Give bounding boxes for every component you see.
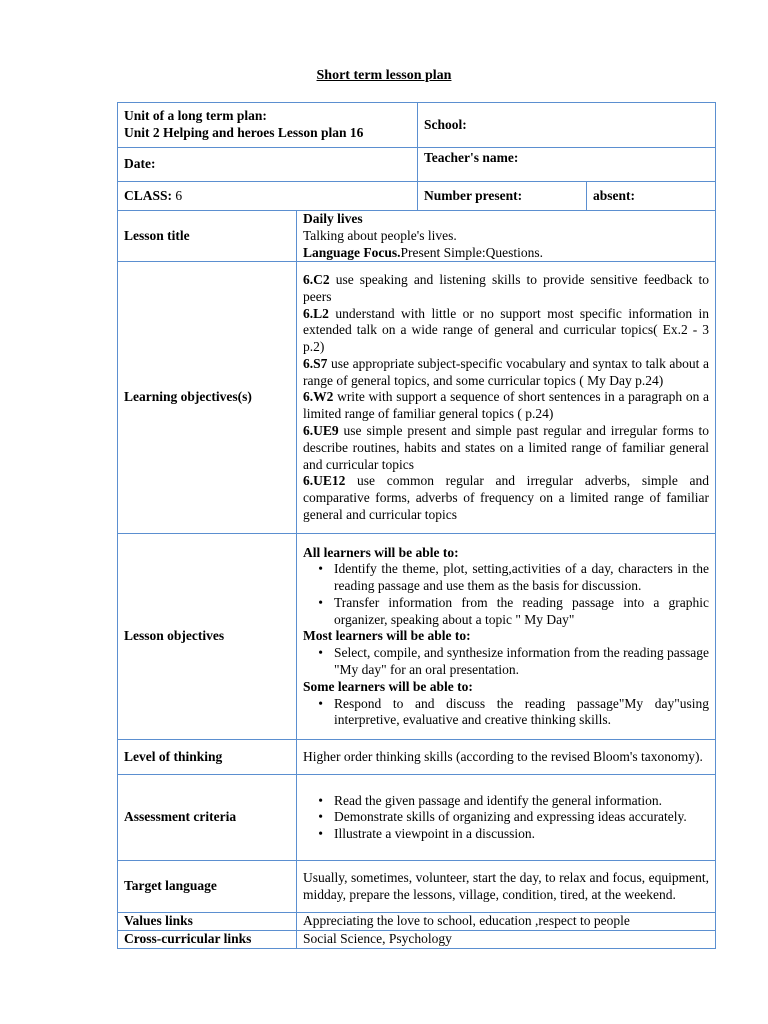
bullet-icon: • xyxy=(318,645,323,661)
absent-label: absent: xyxy=(593,187,636,203)
bullet-icon: • xyxy=(318,594,323,610)
absent-cell xyxy=(587,182,716,211)
number-present-cell xyxy=(418,182,587,211)
list-item xyxy=(303,595,709,629)
objective-text: understand with little or no support most specific information in extended talk on a wide range of general and curricular topics( Ex.2 - 3 p.2) xyxy=(303,305,710,355)
level-of-thinking-row xyxy=(118,740,716,775)
list-item xyxy=(303,645,709,679)
learning-objectives-content xyxy=(297,262,716,534)
target-language-label: Target language xyxy=(118,861,297,913)
level-of-thinking-label: Level of thinking xyxy=(118,740,297,775)
lesson-title-heading: Daily lives xyxy=(303,211,363,226)
objective-text: use simple present and simple past regular and irregular forms to describe routines, habits and states on a limited range of familiar general and curricular topics xyxy=(303,423,710,472)
class-row xyxy=(118,182,716,211)
language-focus xyxy=(303,245,709,262)
target-language-row xyxy=(118,861,716,913)
objective-code: 6.W2 xyxy=(303,389,334,405)
unit-row xyxy=(118,103,716,148)
lesson-objectives-label: Lesson objectives xyxy=(118,534,297,740)
objective-text: use speaking and listening skills to provide sensitive feedback to peers xyxy=(303,271,710,304)
lesson-title-row xyxy=(118,211,716,262)
level-of-thinking-text: Higher order thinking skills (according to the revised Bloom's taxonomy). xyxy=(297,740,716,775)
school-cell xyxy=(418,103,716,148)
lesson-objectives-content xyxy=(297,534,716,740)
all-learners-heading: All learners will be able to: xyxy=(303,544,459,560)
list-item-text: Demonstrate skills of organizing and expressing ideas accurately. xyxy=(334,809,687,825)
list-item-text: Identify the theme, plot, setting,activities of a day, characters in the reading passage and use them as the basis for discussion. xyxy=(334,561,710,594)
lesson-title-line: Talking about people's lives. xyxy=(303,227,457,243)
date-label: Date: xyxy=(124,156,156,172)
assessment-criteria-row xyxy=(118,775,716,861)
objective-text: use common regular and irregular adverbs, simple and comparative forms, adverbs of frequency on a limited range of familiar general and curricular topics xyxy=(303,473,710,523)
cross-curricular-label: Cross-curricular links xyxy=(118,931,297,949)
objective-code: 6.UE12 xyxy=(303,473,346,489)
some-learners-heading: Some learners will be able to: xyxy=(303,678,473,694)
list-item-text: Read the given passage and identify the general information. xyxy=(334,792,663,808)
list-item xyxy=(303,696,709,730)
cross-curricular-text: Social Science, Psychology xyxy=(297,931,716,949)
most-learners-heading: Most learners will be able to: xyxy=(303,628,471,644)
objective-code: 6.C2 xyxy=(303,271,330,287)
lesson-title-label: Lesson title xyxy=(118,211,297,262)
teacher-label: Teacher's name: xyxy=(424,150,519,165)
target-language-text: Usually, sometimes, volunteer, start the day, to relax and focus, equipment, midday, prepare the lessons, village, condition, tired, at the weekend. xyxy=(297,861,716,913)
bullet-icon: • xyxy=(318,695,323,711)
objective-code: 6.L2 xyxy=(303,305,329,321)
bullet-icon: • xyxy=(318,809,323,825)
bullet-icon: • xyxy=(318,826,323,842)
learning-objectives-label: Learning objectives(s) xyxy=(118,262,297,534)
assessment-criteria-content xyxy=(297,775,716,861)
class-cell xyxy=(118,182,418,211)
class-label: CLASS: xyxy=(124,187,173,203)
values-links-label: Values links xyxy=(118,913,297,931)
unit-label: Unit of a long term plan: xyxy=(124,108,267,124)
learning-objective-item xyxy=(303,473,709,523)
learning-objectives-row xyxy=(118,262,716,534)
objective-code: 6.S7 xyxy=(303,355,328,371)
lesson-plan-table xyxy=(117,102,716,949)
language-focus-value: Present Simple:Questions. xyxy=(400,244,544,260)
unit-cell xyxy=(118,103,418,148)
list-item-text: Select, compile, and synthesize information from the reading passage "My day" for an oral presentation. xyxy=(334,645,710,678)
lesson-title-content xyxy=(297,211,716,262)
list-item xyxy=(303,809,709,826)
number-present-label: Number present: xyxy=(424,187,523,203)
bullet-icon: • xyxy=(318,561,323,577)
cross-curricular-row xyxy=(118,931,716,949)
learning-objective-item xyxy=(303,306,709,356)
class-value: 6 xyxy=(175,187,183,203)
unit-value: Unit 2 Helping and heroes Lesson plan 16 xyxy=(124,125,364,140)
page-title: Short term lesson plan xyxy=(316,68,452,83)
bullet-icon: • xyxy=(318,792,323,808)
list-item-text: Transfer information from the reading passage into a graphic organizer, speaking about a topic " My Day" xyxy=(334,594,710,627)
learning-objective-item xyxy=(303,356,709,390)
list-item xyxy=(303,826,709,843)
teacher-cell xyxy=(418,148,716,182)
assessment-criteria-label: Assessment criteria xyxy=(118,775,297,861)
lesson-objectives-row xyxy=(118,534,716,740)
learning-objective-item xyxy=(303,423,709,473)
list-item xyxy=(303,561,709,595)
date-row xyxy=(118,148,716,182)
school-label: School: xyxy=(424,116,467,132)
language-focus-label: Language Focus. xyxy=(303,244,401,260)
list-item-text: Respond to and discuss the reading passage"My day"using interpretive, evaluative and creative thinking skills. xyxy=(334,695,710,728)
values-links-row xyxy=(118,913,716,931)
list-item xyxy=(303,793,709,810)
learning-objective-item xyxy=(303,272,709,306)
objective-text: use appropriate subject-specific vocabulary and syntax to talk about a range of general topics, and some curricular topics ( My Day p.24) xyxy=(303,355,710,388)
values-links-text: Appreciating the love to school, education ,respect to people xyxy=(297,913,716,931)
objective-text: write with support a sequence of short sentences in a paragraph on a limited range of familiar general topics ( p.24) xyxy=(303,389,710,422)
date-cell xyxy=(118,148,418,182)
objective-code: 6.UE9 xyxy=(303,423,339,439)
list-item-text: Illustrate a viewpoint in a discussion. xyxy=(334,826,535,842)
learning-objective-item xyxy=(303,389,709,423)
